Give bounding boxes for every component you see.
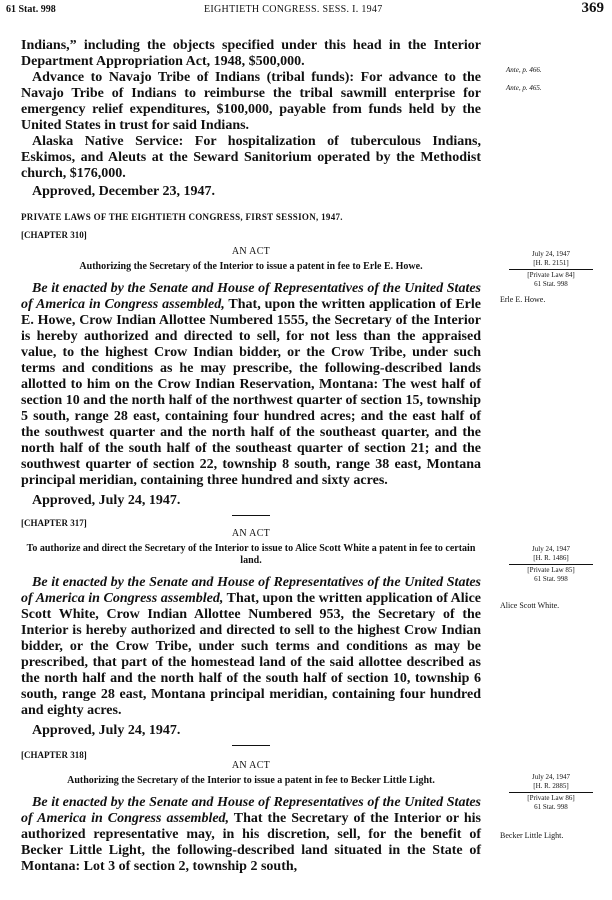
sidenote-date: July 24, 1947 xyxy=(532,773,570,781)
chapter-label: [CHAPTER 318] xyxy=(21,750,87,760)
sidenote-chapter-318 xyxy=(496,773,606,812)
chapter-label: [CHAPTER 317] xyxy=(21,518,87,528)
sidenote-private-law: [Private Law 86] xyxy=(527,794,575,802)
act-title: Authorizing the Secretary of the Interior to issue a patent in fee to Erle E. Howe. xyxy=(79,261,423,272)
chapter-label: [CHAPTER 310] xyxy=(21,230,87,240)
approval-line: Approved, July 24, 1947. xyxy=(32,723,181,738)
margin-name-becker-little-light: Becker Little Light. xyxy=(500,831,564,840)
enacting-clause: Be it enacted by the Senate and House of Representatives of the United States of America in Congress assembled, xyxy=(21,575,481,606)
sidenote-rule xyxy=(509,564,593,565)
act-body xyxy=(21,281,481,489)
header-title: EIGHTIETH CONGRESS. SESS. I. 1947 xyxy=(204,4,383,15)
paragraph-indians-continued: Indians,” including the objects specified under this head in the Interior Department Appropriation Act, 1948, $500,000. xyxy=(21,38,481,69)
approval-line: Approved, December 23, 1947. xyxy=(32,184,216,199)
paragraph-navajo-advance: Advance to Navajo Tribe of Indians (tribal funds): For advance to the Navajo Tribe of Indians to reimburse the tribal sawmill enterprise for emergency relief expenditures, $100,000, payable from funds held by the United States in trust for said Indians. xyxy=(21,70,481,133)
sidenote-rule xyxy=(509,792,593,793)
sidenote-rule xyxy=(509,269,593,270)
margin-note-ante-465: Ante, p. 465. xyxy=(506,84,542,92)
sidenote-bill: [H. R. 2151] xyxy=(533,259,569,267)
sidenote-stat: 61 Stat. 998 xyxy=(534,280,568,288)
sidenote-date: July 24, 1947 xyxy=(532,250,570,258)
sidenote-chapter-310 xyxy=(496,250,606,289)
sidenote-stat: 61 Stat. 998 xyxy=(534,575,568,583)
main-text xyxy=(21,38,481,875)
margin-name-erle-howe: Erle E. Howe. xyxy=(500,295,546,304)
enacting-clause: Be it enacted by the Senate and House of Representatives of the United States of America in Congress assembled, xyxy=(21,281,481,312)
sidenote-chapter-317 xyxy=(496,545,606,584)
act-title: Authorizing the Secretary of the Interior to issue a patent in fee to Becker Little Light. xyxy=(67,775,435,786)
sidenote-bill: [H. R. 2885] xyxy=(533,782,569,790)
approval-line: Approved, July 24, 1947. xyxy=(32,493,181,508)
act-text: That, upon the written application of Alice Scott White, Crow Indian Allottee Numbered 953, the Secretary of the Interior is hereby authorized and directed to sell to the highest Crow Indian bidder, or the Crow Tribe, under such terms and conditions as may be prescribed, that part of the homestead land of the said allottee described as the north half and the north half of the south half of section 10, township 6 south, range 28 east, Montana principal meridian, containing four hundred and eighty acres. xyxy=(21,591,481,718)
act-heading: AN ACT xyxy=(231,246,271,257)
act-heading: AN ACT xyxy=(231,528,271,539)
sidenote-bill: [H. R. 1486] xyxy=(533,554,569,562)
act-heading: AN ACT xyxy=(231,760,271,771)
act-title: To authorize and direct the Secretary of the Interior to issue to Alice Scott White a patent in fee to certain land. xyxy=(26,543,476,566)
margin-note-ante-466: Ante, p. 466. xyxy=(506,66,542,74)
sidenote-stat: 61 Stat. 998 xyxy=(534,803,568,811)
sidenote-date: July 24, 1947 xyxy=(532,545,570,553)
sidenote-private-law: [Private Law 85] xyxy=(527,566,575,574)
chapter-divider xyxy=(232,745,270,746)
act-text: That, upon the written application of Erle E. Howe, Crow Indian Allottee Numbered 1555, the Secretary of the Interior is hereby authorized and directed to sell, for not less than the appraised value, to the highest Crow Indian bidder, or the Crow Tribe, under such terms and conditions as he may prescribe, the following-described lands allotted to him on the Crow Indian Reservation, Montana: The west half of section 10 and the north half of the northwest quarter of section 15, township 5 south, range 28 east, containing four hundred acres; and the east half of the southwest quarter and the north half of the southeast quarter, and the north half of the south half of the southeast quarter of section 21; and the southwest quarter of section 22, township 8 south, range 38 east, Montana principal meridian, containing three hundred and sixty acres. xyxy=(21,297,481,488)
chapter-divider xyxy=(232,515,270,516)
margin-name-alice-scott-white: Alice Scott White. xyxy=(500,601,560,610)
act-body xyxy=(21,795,481,875)
running-header xyxy=(4,2,604,18)
act-text: That the Secretary of the Interior or his authorized representative may, in his discretion, sell, for the benefit of Becker Little Light, the following-described land situated in the State of Montana: Lot 3 of section 2, township 2 south, xyxy=(21,811,481,874)
paragraph-alaska-native-service: Alaska Native Service: For hospitalization of tuberculous Indians, Eskimos, and Aleuts at the Seward Sanitorium operated by the Methodist church, $176,000. xyxy=(21,134,481,181)
act-body xyxy=(21,575,481,719)
page-number: 369 xyxy=(581,0,604,16)
section-title: PRIVATE LAWS OF THE EIGHTIETH CONGRESS, FIRST SESSION, 1947. xyxy=(21,212,343,222)
enacting-clause: Be it enacted by the Senate and House of Representatives of the United States of America in Congress assembled, xyxy=(21,795,481,826)
header-citation: 61 Stat. 998 xyxy=(6,4,56,15)
sidenote-private-law: [Private Law 84] xyxy=(527,271,575,279)
